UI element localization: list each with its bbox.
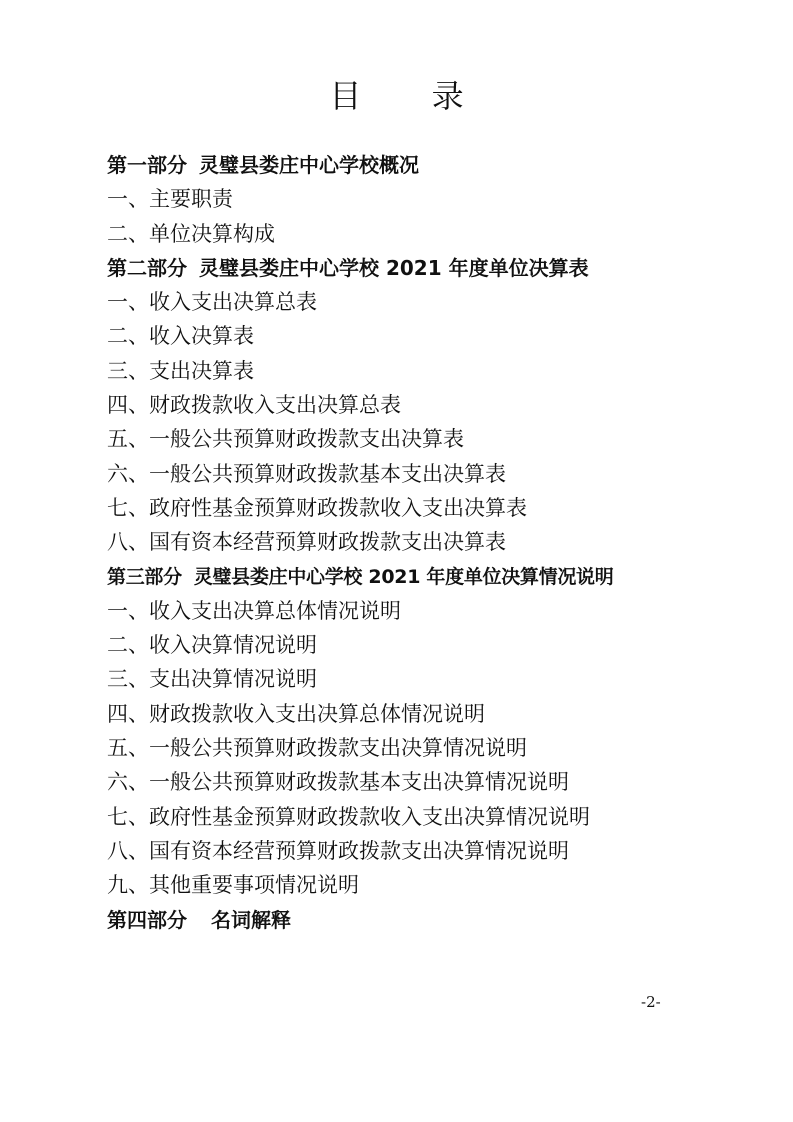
toc-item: 六、一般公共预算财政拨款基本支出决算表 bbox=[107, 461, 506, 486]
toc-item: 二、收入决算情况说明 bbox=[107, 633, 317, 658]
toc-part-2 bbox=[107, 251, 747, 285]
toc-item: 三、支出决算表 bbox=[107, 358, 254, 383]
toc-part-1 bbox=[107, 148, 747, 182]
toc-item: 七、政府性基金预算财政拨款收入支出决算情况说明 bbox=[107, 804, 590, 829]
toc-item: 四、财政拨款收入支出决算总体情况说明 bbox=[107, 701, 485, 726]
toc-item: 二、单位决算构成 bbox=[107, 221, 275, 246]
toc-item: 七、政府性基金预算财政拨款收入支出决算表 bbox=[107, 495, 527, 520]
table-of-contents bbox=[107, 148, 747, 937]
toc-item: 六、一般公共预算财政拨款基本支出决算情况说明 bbox=[107, 770, 569, 795]
page-title: 目 录 bbox=[329, 77, 494, 115]
part-number: 第四部分 bbox=[107, 907, 187, 932]
part-number: 第一部分 bbox=[107, 153, 187, 177]
part-number: 第二部分 bbox=[107, 255, 187, 280]
toc-item: 五、一般公共预算财政拨款支出决算表 bbox=[107, 427, 464, 452]
toc-item: 一、收入支出决算总表 bbox=[107, 290, 317, 315]
part-title: 灵璧县娄庄中心学校 2021 年度单位决算表 bbox=[199, 255, 589, 280]
toc-item: 四、财政拨款收入支出决算总表 bbox=[107, 393, 401, 418]
part-title: 灵璧县娄庄中心学校概况 bbox=[199, 153, 419, 177]
toc-item: 八、国有资本经营预算财政拨款支出决算表 bbox=[107, 530, 506, 555]
part-title: 灵璧县娄庄中心学校 2021 年度单位决算情况说明 bbox=[193, 565, 614, 588]
toc-item: 五、一般公共预算财政拨款支出决算情况说明 bbox=[107, 736, 527, 761]
toc-part-4 bbox=[107, 903, 747, 937]
toc-item: 一、收入支出决算总体情况说明 bbox=[107, 598, 401, 623]
part-number: 第三部分 bbox=[107, 565, 182, 588]
toc-item: 九、其他重要事项情况说明 bbox=[107, 873, 359, 898]
toc-part-3 bbox=[107, 560, 747, 594]
toc-item: 三、支出决算情况说明 bbox=[107, 667, 317, 692]
toc-item: 二、收入决算表 bbox=[107, 324, 254, 349]
part-title: 名词解释 bbox=[211, 907, 291, 932]
toc-item: 一、主要职责 bbox=[107, 187, 233, 212]
page-number: -2- bbox=[641, 993, 661, 1011]
toc-item: 八、国有资本经营预算财政拨款支出决算情况说明 bbox=[107, 838, 569, 863]
